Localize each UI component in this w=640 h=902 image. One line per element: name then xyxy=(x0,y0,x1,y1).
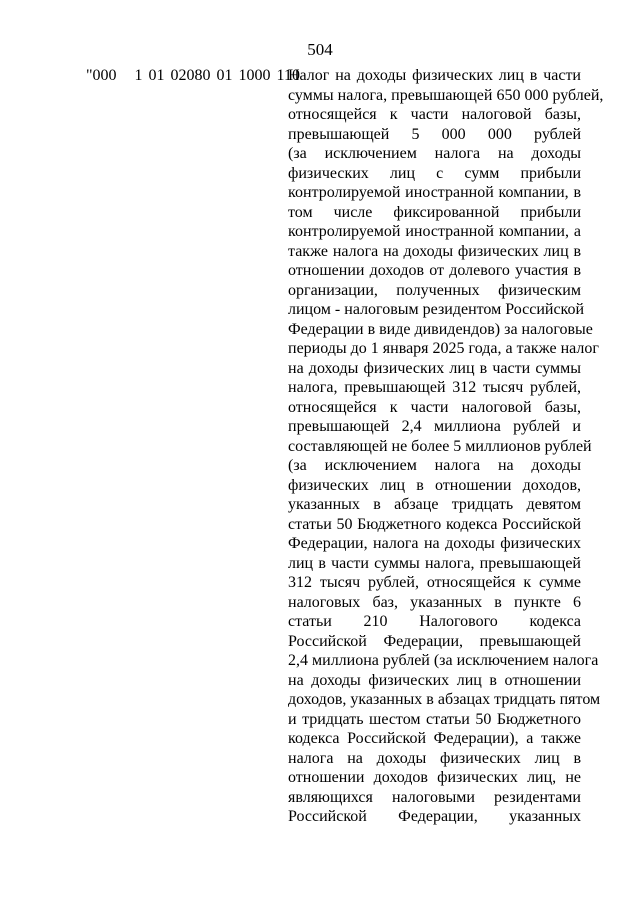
description-line: указанных в абзаце тридцать девятом xyxy=(288,496,581,513)
description-line: налога, превышающей 312 тысяч рублей, xyxy=(288,379,581,396)
description-line: Российской Федерации, превышающей xyxy=(288,632,581,650)
description-line: статьи 50 Бюджетного кодекса Российской xyxy=(288,515,581,533)
description-line: также налога на доходы физических лиц в xyxy=(288,242,581,260)
description-line: налоговых баз, указанных в пункте 6 xyxy=(288,593,581,611)
description-line: физических лиц в отношении доходов, xyxy=(288,476,581,494)
description-line: 312 тысяч рублей, относящейся к сумме xyxy=(288,574,581,591)
description-line: том числе фиксированной прибыли xyxy=(288,203,581,221)
description-line: являющихся налоговыми резидентами xyxy=(288,788,581,806)
description-line: относящейся к части налоговой базы, xyxy=(288,106,581,123)
description-line: Налог на доходы физических лиц в части xyxy=(288,67,581,84)
description-line: периоды до 1 января 2025 года, а также налог xyxy=(288,340,599,357)
description-line: кодекса Российской Федерации), а также xyxy=(288,730,581,747)
description-line: составляющей не более 5 миллионов рублей xyxy=(288,437,592,455)
description-line: лиц в части суммы налога, превышающей xyxy=(288,554,581,572)
description-line: (за исключением налога на доходы xyxy=(288,457,581,474)
description-line: Федерации в виде дивидендов) за налоговые xyxy=(288,320,593,338)
description-line: на доходы физических лиц в отношении xyxy=(288,671,581,689)
description-line: на доходы физических лиц в части суммы xyxy=(288,359,581,377)
description-line: суммы налога, превышающей 650 000 рублей, xyxy=(288,86,604,104)
description-line: 2,4 миллиона рублей (за исключением налога xyxy=(288,652,599,669)
description-line: статьи 210 Налогового кодекса xyxy=(288,613,581,630)
description-line: и тридцать шестом статьи 50 Бюджетного xyxy=(288,710,581,728)
description-line: организации, полученных физическим xyxy=(288,281,581,299)
description-line: лицом - налоговым резидентом Российской xyxy=(288,301,585,318)
description-line: отношении доходов от долевого участия в xyxy=(288,262,581,279)
description-line: Российской Федерации, указанных xyxy=(288,808,581,825)
description-line: контролируемой иностранной компании, а xyxy=(288,223,581,240)
description-line: контролируемой иностранной компании, в xyxy=(288,184,581,201)
description-line: относящейся к части налоговой базы, xyxy=(288,398,581,416)
budget-classification-code: "000 1 01 02080 01 1000 110 xyxy=(86,67,300,84)
tax-description xyxy=(288,66,604,827)
description-line: Федерации, налога на доходы физических xyxy=(288,535,581,552)
description-line: физических лиц с сумм прибыли xyxy=(288,164,581,182)
description-line: налога на доходы физических лиц в xyxy=(288,749,581,767)
description-line: превышающей 5 000 000 рублей xyxy=(288,125,581,143)
page-number: 504 xyxy=(307,40,333,59)
description-line: превышающей 2,4 миллиона рублей и xyxy=(288,418,581,435)
description-line: (за исключением налога на доходы xyxy=(288,145,581,162)
description-line: отношении доходов физических лиц, не xyxy=(288,769,581,786)
description-line: доходов, указанных в абзацах тридцать пятом xyxy=(288,691,601,708)
